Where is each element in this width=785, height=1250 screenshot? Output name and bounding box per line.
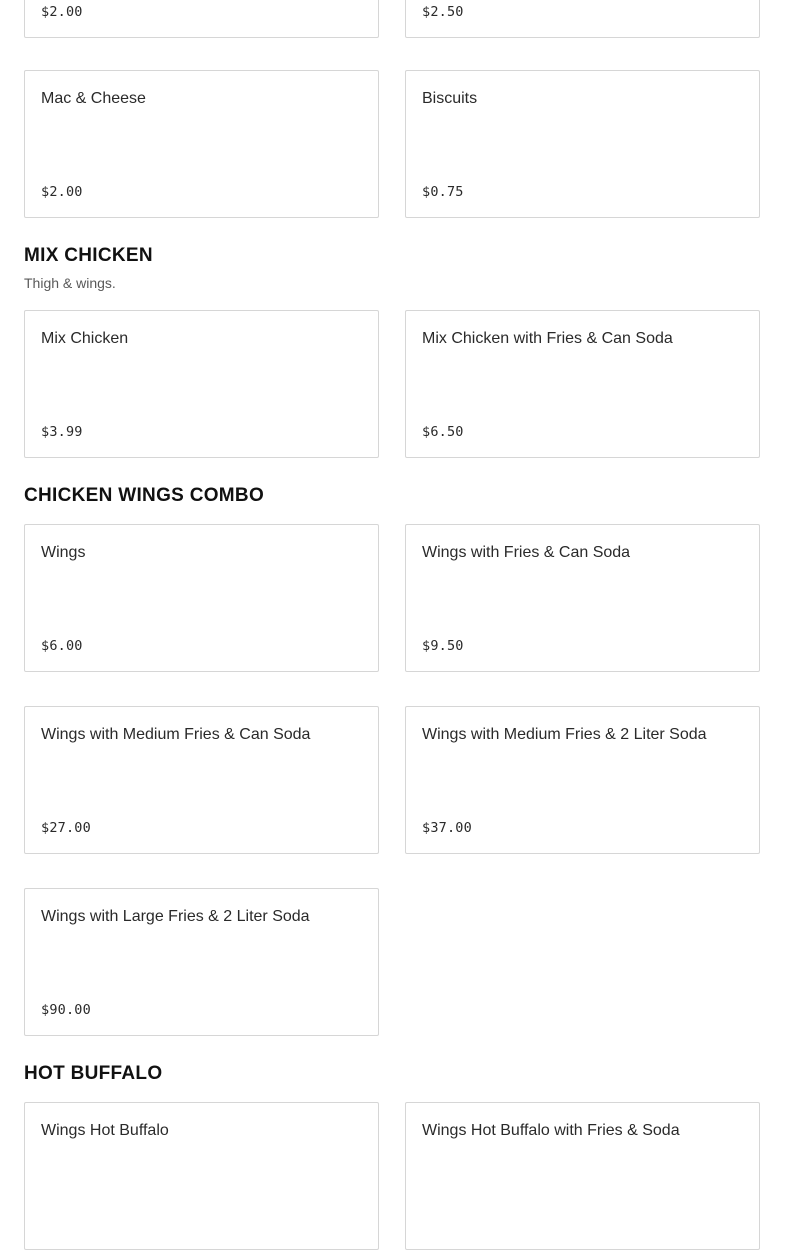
item-name: Wings with Medium Fries & Can Soda [41,726,311,743]
item-name: Mac & Cheese [41,90,146,107]
item-name: Wings Hot Buffalo with Fries & Soda [422,1122,680,1139]
item-price: $27.00 [41,820,91,836]
menu-item-card[interactable] [405,0,760,38]
item-name: Wings with Fries & Can Soda [422,544,631,561]
menu-item-card[interactable] [24,888,379,1036]
item-price: $2.00 [41,184,83,200]
item-price: $6.50 [422,424,464,440]
section-description-mix-chicken: Thigh & wings. [24,275,116,291]
item-name: Wings Hot Buffalo [41,1122,169,1139]
item-price: $0.75 [422,184,464,200]
menu-item-card[interactable] [405,70,760,218]
section-title-hot-buffalo: HOT BUFFALO [24,1063,163,1084]
menu-item-card[interactable] [24,706,379,854]
item-name: Mix Chicken with Fries & Can Soda [422,330,673,347]
item-price: $6.00 [41,638,83,654]
item-price: $9.50 [422,638,464,654]
item-name: Biscuits [422,90,478,107]
item-price: $2.50 [422,4,464,20]
menu-item-card[interactable] [24,310,379,458]
menu-item-card[interactable] [24,524,379,672]
menu-item-card[interactable] [24,0,379,38]
item-name: Wings with Large Fries & 2 Liter Soda [41,908,310,925]
item-price: $90.00 [41,1002,91,1018]
menu-item-card[interactable] [405,310,760,458]
item-name: Wings [41,544,86,561]
section-title-chicken-wings-combo: CHICKEN WINGS COMBO [24,485,265,506]
menu-item-card[interactable] [24,1102,379,1250]
menu-item-card[interactable] [24,70,379,218]
menu-item-card[interactable] [405,1102,760,1250]
item-name: Mix Chicken [41,330,129,347]
section-title-mix-chicken: MIX CHICKEN [24,245,153,266]
menu-item-card[interactable] [405,706,760,854]
item-name: Wings with Medium Fries & 2 Liter Soda [422,726,707,743]
item-price: $37.00 [422,820,472,836]
item-price: $2.00 [41,4,83,20]
menu-item-card[interactable] [405,524,760,672]
item-price: $3.99 [41,424,83,440]
